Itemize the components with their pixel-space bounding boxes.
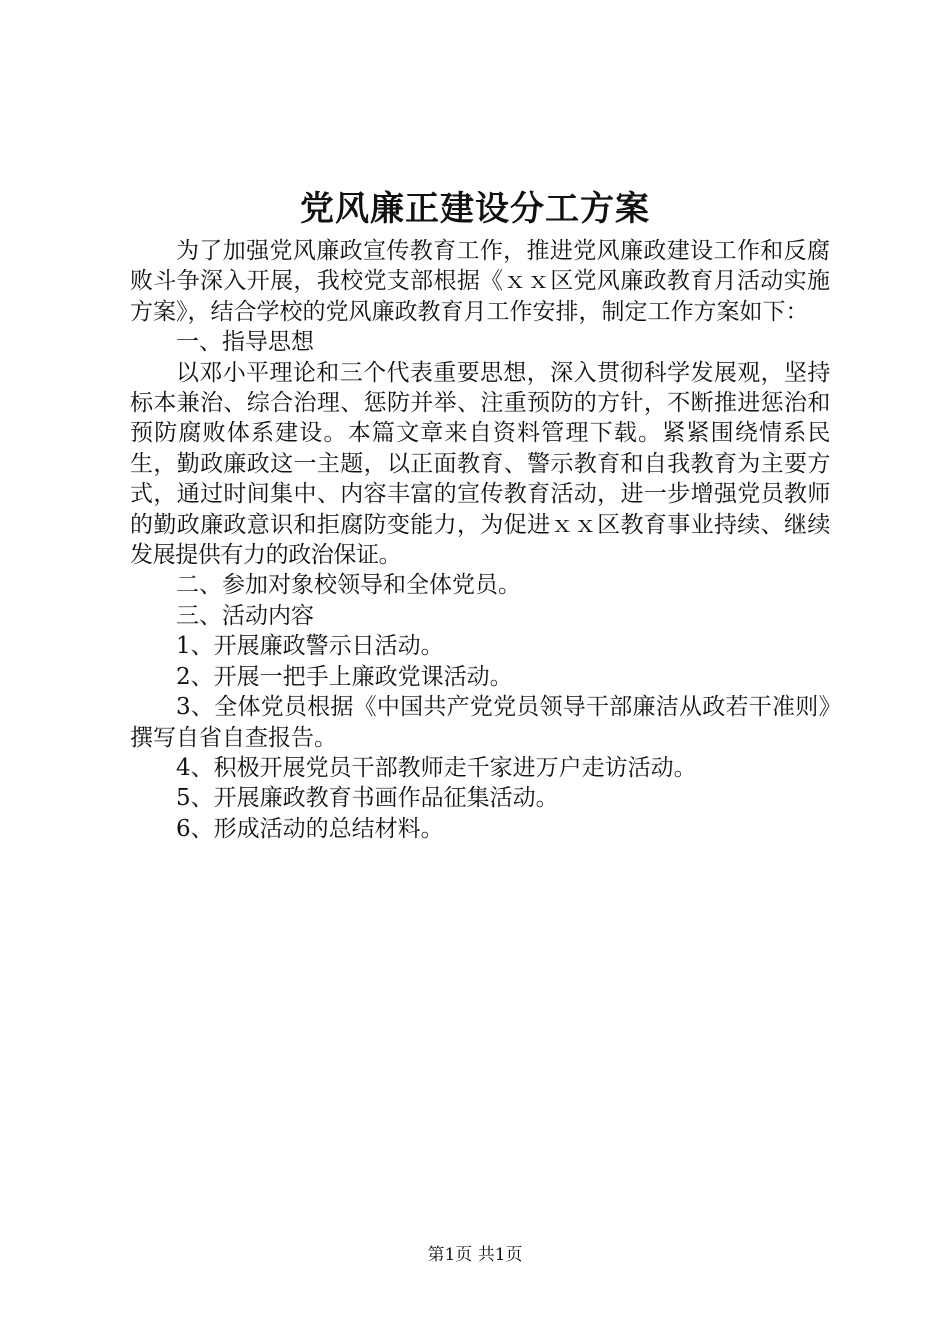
intro-paragraph: 为了加强党风廉政宣传教育工作，推进党风廉政建设工作和反腐败斗争深入开展，我校党支部根据《ｘｘ区党风廉政教育月活动实施方案》，结合学校的党风廉政教育月工作安排，制定工作方案如下： [130,238,830,325]
section-heading-guiding-thought: 一、指导思想 [176,329,314,356]
activity-item-5: 5、开展廉政教育书画作品征集活动。 [176,785,559,812]
activity-item-3: 3、全体党员根据《中国共产党党员领导干部廉洁从政若干准则》撰写自省自查报告。 [130,694,830,751]
activity-item-4: 4、积极开展党员干部教师走千家进万户走访活动。 [176,754,697,781]
section-heading-activities: 三、活动内容 [176,602,314,629]
activity-item-2: 2、开展一把手上廉政党课活动。 [176,663,513,690]
activity-item-6: 6、形成活动的总结材料。 [176,815,444,842]
page-number-footer: 第1页 共1页 [427,1245,523,1265]
document-body [130,236,830,844]
document-title: 党风廉正建设分工方案 [300,189,650,229]
guiding-thought-paragraph: 以邓小平理论和三个代表重要思想，深入贯彻科学发展观，坚持标本兼治、综合治理、惩防并举、注重预防的方针，不断推进惩治和预防腐败体系建设。本篇文章来自资料管理下载。紧紧围绕情系民生，勤政廉政这一主题，以正面教育、警示教育和自我教育为主要方式，通过时间集中、内容丰富的宣传教育活动，进一步增强党员教师的勤政廉政意识和拒腐防变能力，为促进ｘｘ区教育事业持续、继续发展提供有力的政治保证。 [130,359,830,569]
section-heading-participants: 二、参加对象校领导和全体党员。 [176,572,521,599]
activity-item-1: 1、开展廉政警示日活动。 [176,633,444,660]
